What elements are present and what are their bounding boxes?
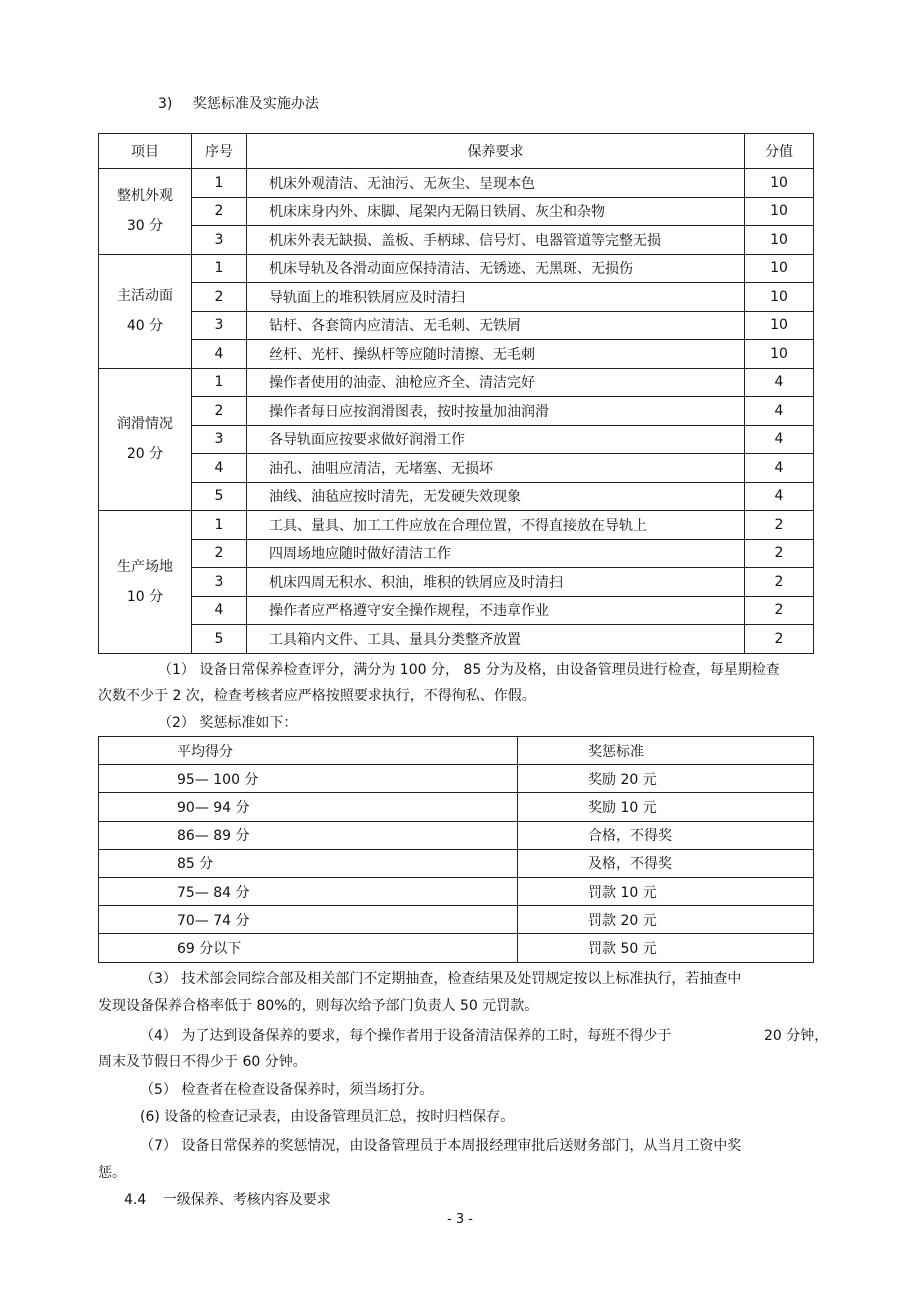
table-row (99, 311, 814, 340)
table-row (99, 511, 814, 540)
average-score: 90— 94 分 (99, 793, 518, 821)
paragraph-4-line-1-end: 20 分钟， (764, 1028, 829, 1044)
header-average-score: 平均得分 (99, 737, 518, 765)
score-value: 2 (745, 596, 814, 625)
score-value: 10 (745, 311, 814, 340)
table-row (99, 340, 814, 369)
row-number: 3 (192, 425, 247, 454)
paragraph-4-line-2: 周末及节假日不得少于 60 分钟。 (98, 1054, 307, 1070)
table-row (99, 254, 814, 283)
reward-row (99, 821, 814, 849)
row-number: 3 (192, 568, 247, 597)
reward-standard: 奖励 10 元 (518, 793, 814, 821)
category-score: 20 分 (126, 446, 164, 463)
category-name: 润滑情况 (117, 416, 173, 433)
score-value: 2 (745, 568, 814, 597)
requirement-text: 操作者使用的油壶、油枪应齐全、清洁完好 (247, 368, 745, 397)
requirement-text: 钻杆、各套筒内应清洁、无毛刺、无铁屑 (247, 311, 745, 340)
table-row (99, 368, 814, 397)
score-value: 10 (745, 254, 814, 283)
paragraph-6: (6) 设备的检查记录表，由设备管理员汇总，按时归档保存。 (140, 1109, 515, 1125)
category-score: 10 分 (126, 588, 164, 605)
score-value: 10 (745, 340, 814, 369)
category-name: 整机外观 (117, 188, 173, 205)
requirement-text: 机床床身内外、床脚、尾架内无隔日铁屑、灰尘和杂物 (247, 197, 745, 226)
category-cell (99, 511, 192, 654)
page-number: - 3 - (447, 1212, 473, 1227)
score-value: 10 (745, 197, 814, 226)
reward-standard: 罚款 10 元 (518, 877, 814, 905)
paragraph-5: （5） 检查者在检查设备保养时，须当场打分。 (140, 1082, 434, 1098)
table-header-row (99, 134, 814, 169)
average-score: 70— 74 分 (99, 906, 518, 934)
paragraph-3-line-1: （3） 技术部会同综合部及相关部门不定期抽查，检查结果及处罚规定按以上标准执行，若抽查中 (140, 971, 742, 987)
reward-row (99, 849, 814, 877)
score-value: 2 (745, 511, 814, 540)
row-number: 5 (192, 625, 247, 654)
average-score: 75— 84 分 (99, 877, 518, 905)
category-name: 生产场地 (117, 558, 173, 575)
score-value: 10 (745, 169, 814, 198)
category-cell (99, 368, 192, 511)
score-value: 4 (745, 368, 814, 397)
table-row (99, 425, 814, 454)
average-score: 85 分 (99, 849, 518, 877)
paragraph-4-line-1: （4） 为了达到设备保养的要求，每个操作者用于设备清洁保养的工时，每班不得少于 (140, 1028, 672, 1044)
reward-standard: 及格，不得奖 (518, 849, 814, 877)
average-score: 86— 89 分 (99, 821, 518, 849)
paragraph-7-line-2: 惩。 (98, 1165, 126, 1181)
requirement-text: 机床外观清洁、无油污、无灰尘、呈现本色 (247, 169, 745, 198)
table-row (99, 625, 814, 654)
requirement-text: 机床四周无积水、积油，堆积的铁屑应及时清扫 (247, 568, 745, 597)
heading-text: 奖惩标准及实施办法 (192, 96, 319, 112)
paragraph-7-line-1: （7） 设备日常保养的奖惩情况，由设备管理员于本周报经理审批后送财务部门，从当月工资中奖 (140, 1138, 742, 1154)
requirement-text: 工具箱内文件、工具、量具分类整齐放置 (247, 625, 745, 654)
row-number: 2 (192, 397, 247, 426)
row-number: 2 (192, 539, 247, 568)
category-score: 30 分 (126, 218, 164, 235)
row-number: 4 (192, 340, 247, 369)
score-value: 4 (745, 482, 814, 511)
table-row (99, 482, 814, 511)
requirement-text: 机床外表无缺损、盖板、手柄球、信号灯、电器管道等完整无损 (247, 226, 745, 255)
category-cell (99, 169, 192, 255)
paragraph-2: （2） 奖惩标准如下： (158, 715, 298, 731)
header-requirement: 保养要求 (247, 134, 745, 169)
reward-table (98, 736, 814, 963)
paragraph-1-line-1: （1） 设备日常保养检查评分，满分为 100 分， 85 分为及格，由设备管理员进行检查，每星期检查 (158, 662, 780, 678)
reward-table-body (99, 765, 814, 962)
subsection-text: 一级保养、考核内容及要求 (162, 1192, 331, 1208)
table-row (99, 568, 814, 597)
row-number: 1 (192, 511, 247, 540)
average-score: 95— 100 分 (99, 765, 518, 793)
table-row (99, 539, 814, 568)
subsection-heading (124, 1188, 331, 1212)
row-number: 1 (192, 368, 247, 397)
score-value: 4 (745, 454, 814, 483)
paragraph-3-line-2: 发现设备保养合格率低于 80%的，则每次给予部门负责人 50 元罚款。 (98, 998, 539, 1014)
header-item: 项目 (99, 134, 192, 169)
subsection-number: 4.4 (124, 1192, 147, 1208)
row-number: 2 (192, 283, 247, 312)
heading-number: 3) (158, 96, 173, 112)
row-number: 4 (192, 596, 247, 625)
table-row (99, 397, 814, 426)
reward-standard: 合格，不得奖 (518, 821, 814, 849)
row-number: 3 (192, 226, 247, 255)
score-value: 2 (745, 625, 814, 654)
requirement-text: 各导轨面应按要求做好润滑工作 (247, 425, 745, 454)
score-value: 2 (745, 539, 814, 568)
maintenance-table (98, 133, 814, 654)
category-score: 40 分 (126, 318, 164, 334)
requirement-text: 工具、量具、加工工件应放在合理位置，不得直接放在导轨上 (247, 511, 745, 540)
reward-row (99, 934, 814, 962)
category-cell (99, 254, 192, 368)
table-row (99, 169, 814, 198)
average-score: 69 分以下 (99, 934, 518, 962)
reward-standard: 奖励 20 元 (518, 765, 814, 793)
row-number: 1 (192, 169, 247, 198)
reward-row (99, 877, 814, 905)
reward-row (99, 793, 814, 821)
row-number: 5 (192, 482, 247, 511)
reward-header-row (99, 737, 814, 765)
header-no: 序号 (192, 134, 247, 169)
reward-standard: 罚款 50 元 (518, 934, 814, 962)
requirement-text: 丝杆、光杆、操纵杆等应随时清擦、无毛刺 (247, 340, 745, 369)
requirement-text: 油线、油毡应按时清先，无发硬失效现象 (247, 482, 745, 511)
score-value: 4 (745, 425, 814, 454)
requirement-text: 四周场地应随时做好清洁工作 (247, 539, 745, 568)
table-row (99, 226, 814, 255)
requirement-text: 操作者每日应按润滑图表，按时按量加油润滑 (247, 397, 745, 426)
requirement-text: 机床导轨及各滑动面应保持清洁、无锈迹、无黑斑、无损伤 (247, 254, 745, 283)
header-score: 分值 (745, 134, 814, 169)
reward-row (99, 765, 814, 793)
header-reward-standard: 奖惩标准 (518, 737, 814, 765)
reward-standard: 罚款 20 元 (518, 906, 814, 934)
section-heading (158, 93, 335, 113)
table-row (99, 283, 814, 312)
row-number: 4 (192, 454, 247, 483)
score-value: 4 (745, 397, 814, 426)
row-number: 1 (192, 254, 247, 283)
reward-row (99, 906, 814, 934)
table-row (99, 454, 814, 483)
score-value: 10 (745, 283, 814, 312)
score-value: 10 (745, 226, 814, 255)
paragraph-1-line-2: 次数不少于 2 次，检查考核者应严格按照要求执行，不得徇私、作假。 (98, 688, 536, 704)
requirement-text: 油孔、油咀应清洁，无堵塞、无损坏 (247, 454, 745, 483)
requirement-text: 导轨面上的堆积铁屑应及时清扫 (247, 283, 745, 312)
row-number: 3 (192, 311, 247, 340)
table-row (99, 596, 814, 625)
requirement-text: 操作者应严格遵守安全操作规程，不违章作业 (247, 596, 745, 625)
table-row (99, 197, 814, 226)
row-number: 2 (192, 197, 247, 226)
maintenance-table-body (99, 169, 814, 654)
category-name: 主活动面 (117, 288, 173, 304)
